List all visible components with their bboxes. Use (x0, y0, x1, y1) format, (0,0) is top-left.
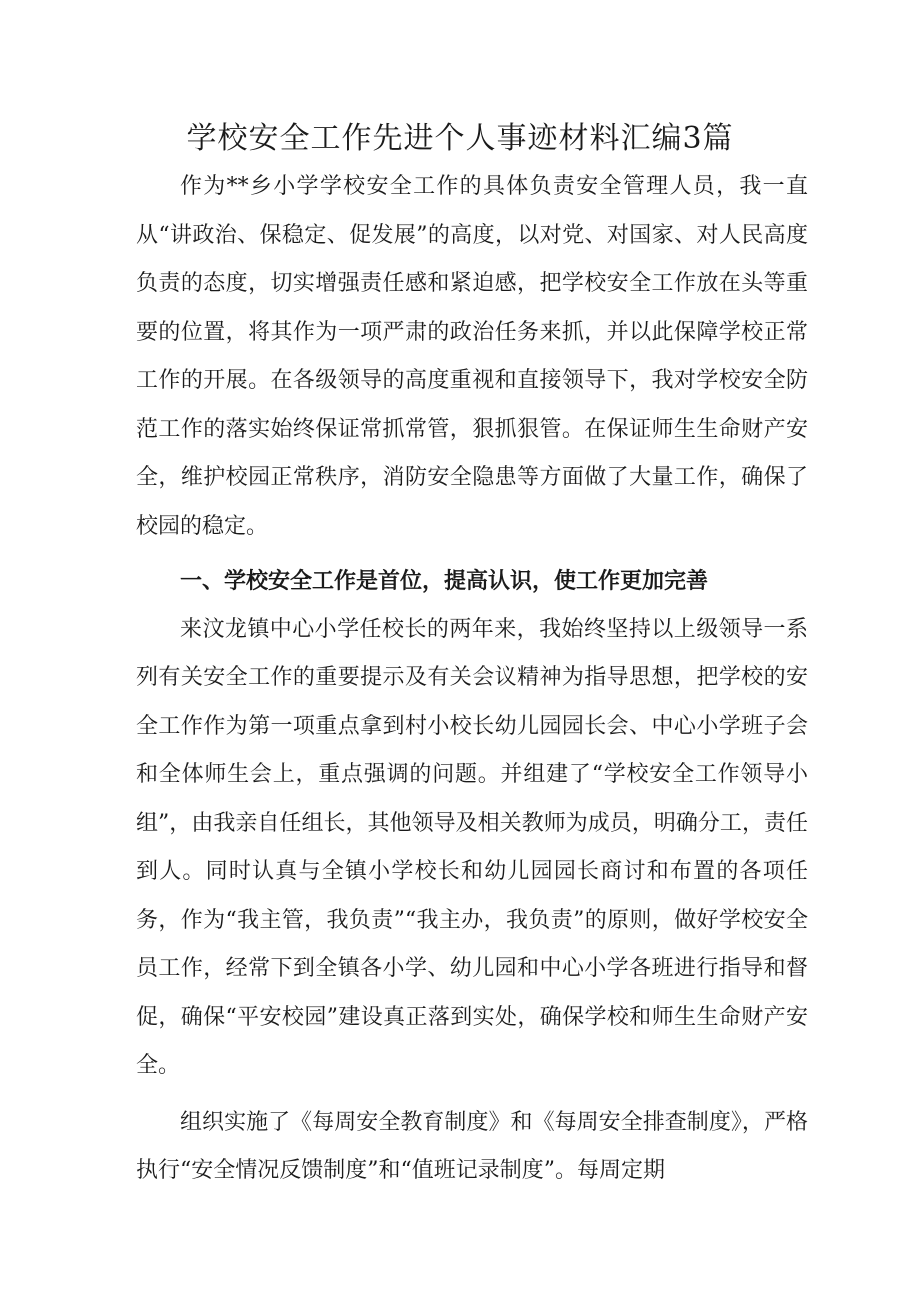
section-heading-1: 一、学校安全工作是首位，提高认识，使工作更加完善 (180, 568, 709, 594)
paragraph-intro: 作为**乡小学学校安全工作的具体负责安全管理人员，我一直从“讲政治、保稳定、促发展”的高度，以对党、对国家、对人民高度负责的态度，切实增强责任感和紧迫感，把学校安全工作放在头等重要的位置，将其作为一项严肃的政治任务来抓，并以此保障学校正常工作的开展。在各级领导的高度重视和直接领导下，我对学校安全防范工作的落实始终保证常抓常管，狠抓狠管。在保证师生生命财产安全，维护校园正常秩序，消防安全隐患等方面做了大量工作，确保了校园的稳定。 (136, 174, 808, 539)
paragraph-section-1: 来汶龙镇中心小学任校长的两年来，我始终坚持以上级领导一系列有关安全工作的重要提示及有关会议精神为指导思想，把学校的安全工作作为第一项重点拿到村小校长幼儿园园长会、中心小学班子会和全体师生会上，重点强调的问题。并组建了“学校安全工作领导小组”，由我亲自任组长，其他领导及相关教师为成员，明确分工，责任到人。同时认真与全镇小学校长和幼儿园园长商讨和布置的各项任务，作为“我主管，我负责”“我主办，我负责”的原则，做好学校安全员工作，经常下到全镇各小学、幼儿园和中心小学各班进行指导和督促，确保“平安校园”建设真正落到实处，确保学校和师生生命财产安全。 (136, 616, 808, 1078)
document-body (136, 163, 808, 1196)
paragraph-safety-systems: 组织实施了《每周安全教育制度》和《每周安全排查制度》，严格执行“安全情况反馈制度”和“值班记录制度”。每周定期 (136, 1109, 808, 1183)
document-title: 学校安全工作先进个人事迹材料汇编3篇 (186, 121, 734, 156)
